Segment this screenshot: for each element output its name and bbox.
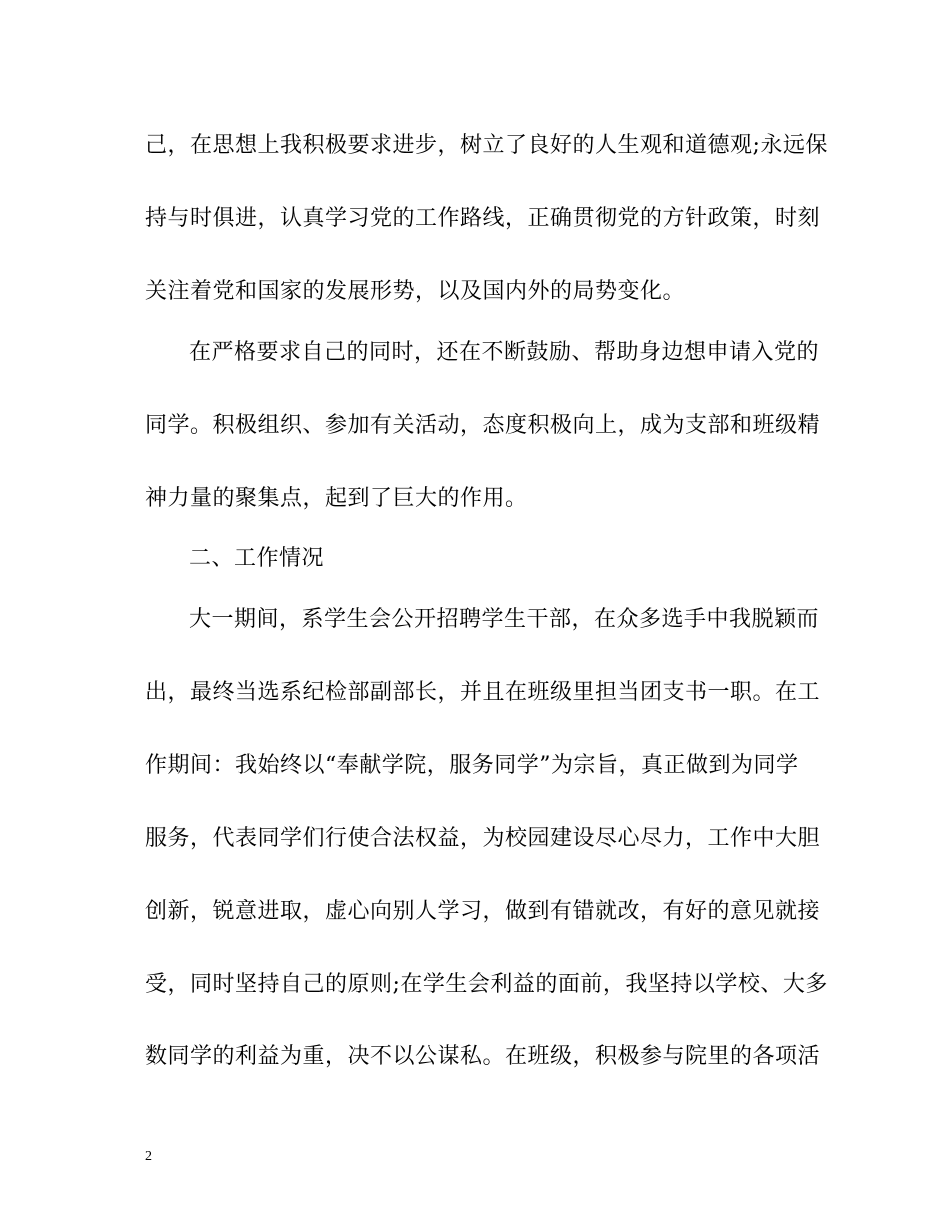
text-line: 创新，锐意进取，虚心向别人学习，做到有错就改，有好的意见就接 (145, 899, 821, 924)
text-line: 受，同时坚持自己的原则;在学生会利益的面前，我坚持以学校、大多 (145, 972, 828, 997)
paragraph-start-line: 大一期间，系学生会公开招聘学生干部，在众多选手中我脱颖而 (189, 607, 820, 632)
text-line: 作期间：我始终以“奉献学院，服务同学”为宗旨，真正做到为同学 (145, 753, 799, 778)
text-line: 神力量的聚集点，起到了巨大的作用。 (145, 486, 528, 511)
text-line: 数同学的利益为重，决不以公谋私。在班级，积极参与院里的各项活 (145, 1044, 821, 1069)
text-line: 关注着党和国家的发展形势，以及国内外的局势变化。 (145, 279, 686, 304)
text-line: 持与时俱进，认真学习党的工作路线，正确贯彻党的方针政策，时刻 (145, 206, 821, 231)
text-line: 出，最终当选系纪检部副部长，并且在班级里担当团支书一职。在工 (145, 680, 821, 705)
text-line: 己，在思想上我积极要求进步，树立了良好的人生观和道德观;永远保 (145, 133, 828, 158)
paragraph-start-line: 在严格要求自己的同时，还在不断鼓励、帮助身边想申请入党的 (189, 340, 820, 365)
section-heading: 二、工作情况 (189, 546, 325, 571)
text-line: 同学。积极组织、参加有关活动，态度积极向上，成为支部和班级精 (145, 413, 821, 438)
page-number: 2 (145, 1149, 152, 1164)
text-line: 服务，代表同学们行使合法权益，为校园建设尽心尽力，工作中大胆 (145, 826, 821, 851)
